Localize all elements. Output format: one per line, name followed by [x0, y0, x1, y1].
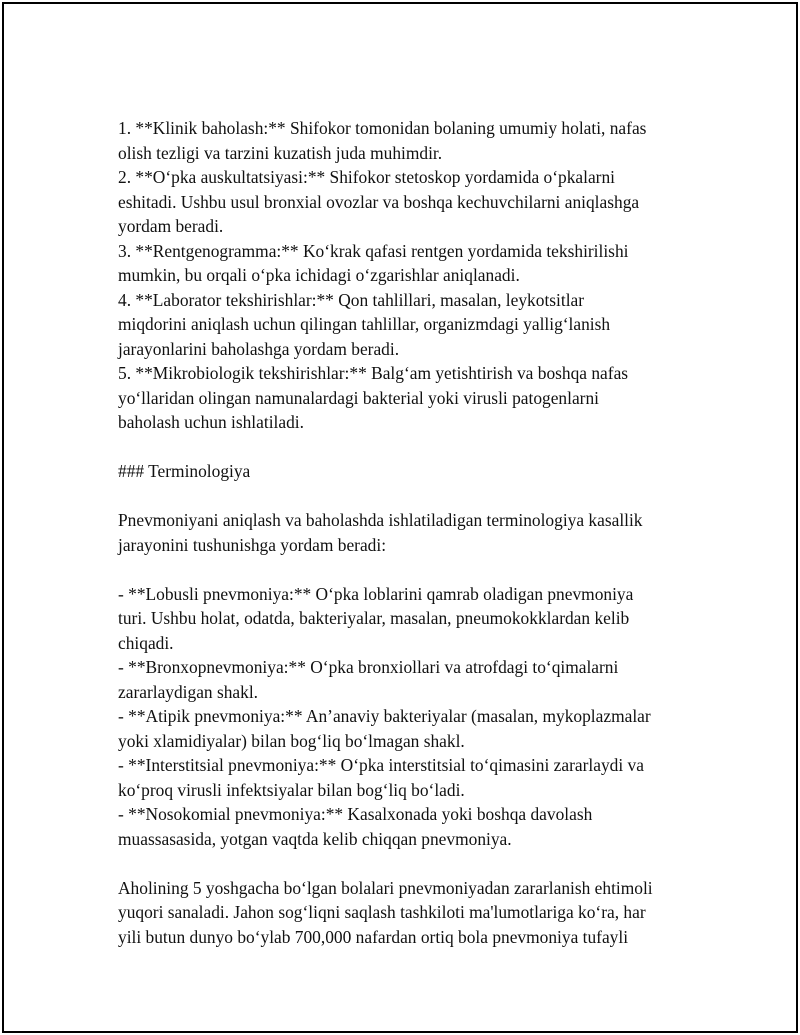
text-line: 3. **Rentgenogramma:** Ko‘krak qafasi rentgen yordamida tekshirilishi	[118, 240, 629, 261]
text-line: mumkin, bu orqali o‘pka ichidagi o‘zgarishlar aniqlanadi.	[118, 265, 520, 285]
text-line: - **Lobusli pnevmoniya:** O‘pka loblarini qamrab oladigan pnevmoniya	[118, 583, 634, 604]
text-line: - **Bronxopnevmoniya:** O‘pka bronxiollari va atrofdagi to‘qimalarni	[118, 657, 619, 677]
text-line: - **Interstitsial pnevmoniya:** O‘pka interstitsial to‘qimasini zararlaydi va	[118, 755, 644, 775]
paragraph-gap	[118, 557, 693, 582]
paragraph-gap	[118, 484, 693, 509]
paragraph	[118, 876, 693, 950]
text-line: - **Atipik pnevmoniya:** An’anaviy bakteriyalar (masalan, mykoplazmalar	[118, 706, 651, 726]
paragraph	[118, 116, 693, 435]
text-line: 1. **Klinik baholash:** Shifokor tomonidan bolaning umumiy holati, nafas	[118, 118, 647, 138]
text-line: turi. Ushbu holat, odatda, bakteriyalar, masalan, pneumokokklardan kelib	[118, 608, 630, 628]
text-line: jarayonlarini baholashga yordam beradi.	[118, 338, 400, 359]
paragraph	[118, 508, 693, 557]
text-line: ko‘proq virusli infektsiyalar bilan bog‘liq bo‘ladi.	[118, 779, 465, 800]
text-line: miqdorini aniqlash uchun qilingan tahlillar, organizmdagi yallig‘lanish	[118, 314, 611, 334]
text-line: baholash uchun ishlatiladi.	[118, 412, 304, 432]
text-line: yili butun dunyo bo‘ylab 700,000 nafardan ortiq bola pnevmoniya tufayli	[118, 926, 629, 947]
text-line: yoki xlamidiyalar) bilan bog‘liq bo‘lmagan shakl.	[118, 730, 465, 751]
text-line: 2. **O‘pka auskultatsiyasi:** Shifokor stetoskop yordamida o‘pkalarni	[118, 167, 616, 187]
text-line: eshitadi. Ushbu usul bronxial ovozlar va boshqa kechuvchilarni aniqlashga	[118, 191, 640, 212]
text-line: muassasasida, yotgan vaqtda kelib chiqqan pnevmoniya.	[118, 828, 512, 849]
section-heading	[118, 459, 693, 484]
text-line: 5. **Mikrobiologik tekshirishlar:** Balg‘am yetishtirish va boshqa nafas	[118, 363, 629, 383]
paragraph	[118, 582, 693, 852]
text-line: yordam beradi.	[118, 216, 224, 236]
text-line: - **Nosokomial pnevmoniya:** Kasalxonada yoki boshqa davolash	[118, 804, 593, 824]
text-line: yo‘llaridan olingan namunalardagi bakterial yoki virusli patogenlarni	[118, 387, 599, 408]
paragraph-gap	[118, 851, 693, 876]
text-line: Pnevmoniyani aniqlash va baholashda ishlatiladigan terminologiya kasallik	[118, 510, 643, 530]
text-line: chiqadi.	[118, 632, 174, 653]
text-line: Aholining 5 yoshgacha bo‘lgan bolalari pnevmoniyadan zararlanish ehtimoli	[118, 877, 653, 898]
heading-line: ### Terminologiya	[118, 461, 251, 481]
document-body	[118, 116, 693, 949]
text-line: jarayonini tushunishga yordam beradi:	[118, 534, 387, 555]
paragraph-gap	[118, 435, 693, 460]
text-line: yuqori sanaladi. Jahon sog‘liqni saqlash tashkiloti ma'lumotlariga ko‘ra, har	[118, 902, 646, 922]
text-line: olish tezligi va tarzini kuzatish juda muhimdir.	[118, 142, 443, 163]
text-line: zararlaydigan shakl.	[118, 681, 259, 702]
text-line: 4. **Laborator tekshirishlar:** Qon tahlillari, masalan, leykotsitlar	[118, 289, 585, 310]
